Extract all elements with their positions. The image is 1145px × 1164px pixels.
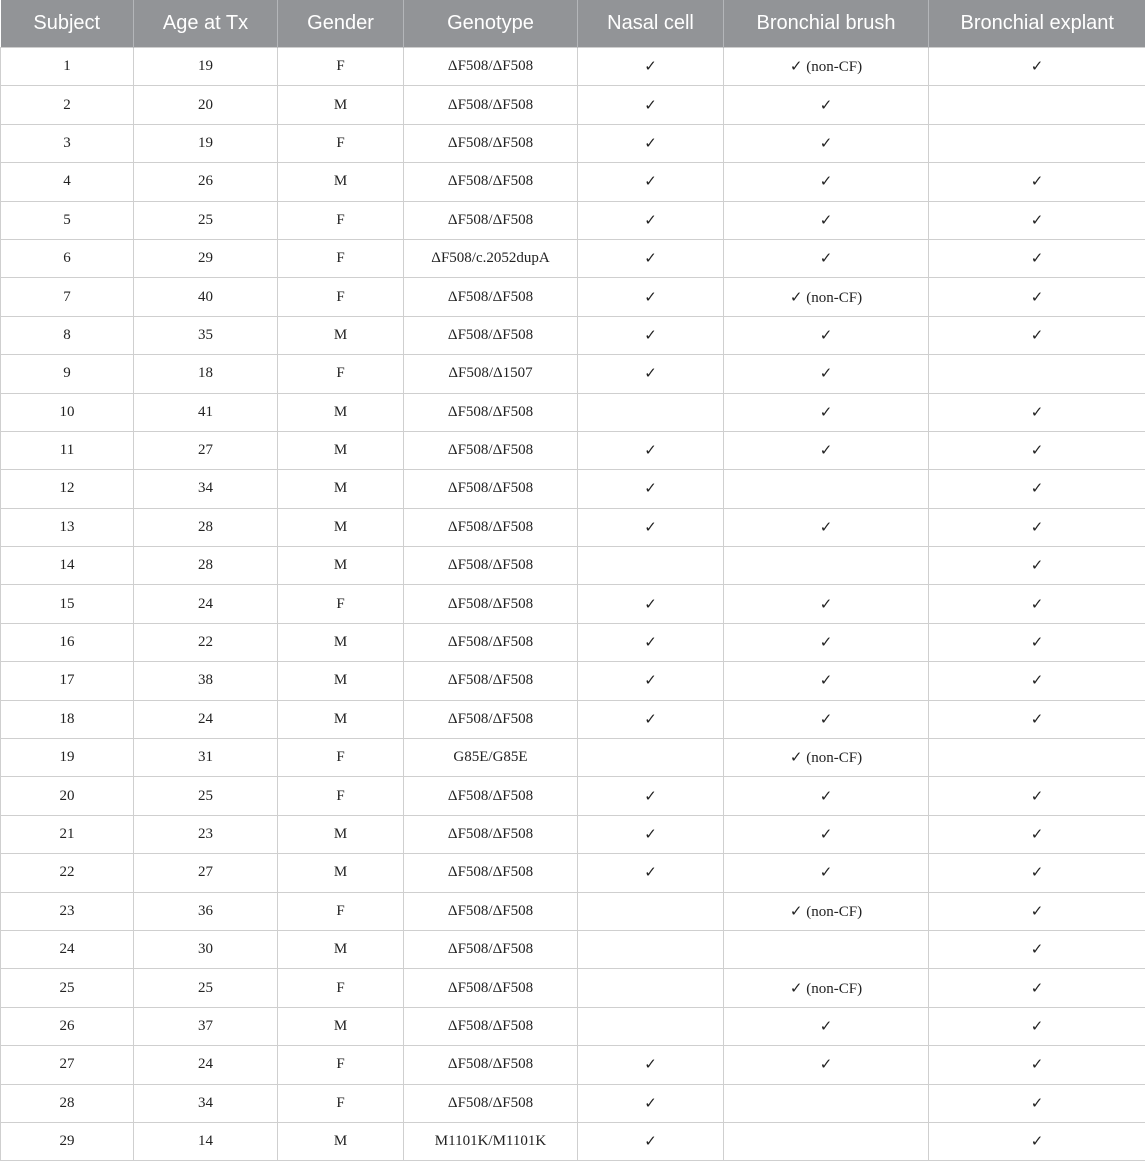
cell-genotype: ΔF508/ΔF508 [404, 854, 578, 892]
cell-bronchial-brush: ✓ (non-CF) [724, 48, 929, 86]
cell-age-at-tx: 38 [134, 662, 278, 700]
cell-genotype: ΔF508/ΔF508 [404, 777, 578, 815]
table-row [1, 739, 1145, 777]
cell-age-at-tx: 19 [134, 48, 278, 86]
cell-nasal-cell: ✓ [578, 854, 724, 892]
cell-bronchial-brush: ✓ [724, 201, 929, 239]
cell-bronchial-explant: ✓ [929, 316, 1145, 354]
cell-gender: M [278, 470, 404, 508]
cell-gender: F [278, 48, 404, 86]
cell-genotype: ΔF508/ΔF508 [404, 1046, 578, 1084]
cell-genotype: ΔF508/ΔF508 [404, 508, 578, 546]
cell-subject: 9 [1, 355, 134, 393]
cell-gender: M [278, 662, 404, 700]
cell-gender: M [278, 623, 404, 661]
cell-nasal-cell: ✓ [578, 700, 724, 738]
header-bronchial-explant: Bronchial explant [929, 0, 1145, 48]
cell-subject: 11 [1, 431, 134, 469]
cell-bronchial-brush: ✓ [724, 585, 929, 623]
cell-nasal-cell: ✓ [578, 431, 724, 469]
cell-gender: M [278, 393, 404, 431]
cell-bronchial-explant [929, 86, 1145, 124]
cell-bronchial-explant: ✓ [929, 393, 1145, 431]
cell-gender: M [278, 815, 404, 853]
cell-bronchial-brush: ✓ [724, 124, 929, 162]
cell-bronchial-brush: ✓ [724, 239, 929, 277]
cell-bronchial-brush: ✓ [724, 316, 929, 354]
table-row [1, 316, 1145, 354]
cell-genotype: ΔF508/ΔF508 [404, 1007, 578, 1045]
cell-bronchial-brush: ✓ [724, 163, 929, 201]
cell-age-at-tx: 35 [134, 316, 278, 354]
cell-genotype: ΔF508/ΔF508 [404, 201, 578, 239]
table-row [1, 508, 1145, 546]
cell-age-at-tx: 28 [134, 547, 278, 585]
table-row [1, 547, 1145, 585]
cell-bronchial-brush: ✓ (non-CF) [724, 278, 929, 316]
cell-gender: F [278, 239, 404, 277]
cell-subject: 3 [1, 124, 134, 162]
table-row [1, 470, 1145, 508]
cell-bronchial-brush [724, 1122, 929, 1160]
cell-nasal-cell [578, 969, 724, 1007]
cell-age-at-tx: 24 [134, 1046, 278, 1084]
cell-subject: 6 [1, 239, 134, 277]
cell-nasal-cell [578, 547, 724, 585]
cell-age-at-tx: 34 [134, 1084, 278, 1122]
cell-nasal-cell: ✓ [578, 163, 724, 201]
cell-gender: M [278, 316, 404, 354]
cell-nasal-cell [578, 892, 724, 930]
table-body [1, 48, 1145, 1161]
cell-bronchial-brush: ✓ [724, 777, 929, 815]
cell-gender: M [278, 930, 404, 968]
cell-age-at-tx: 18 [134, 355, 278, 393]
cell-bronchial-explant [929, 355, 1145, 393]
cell-bronchial-brush [724, 930, 929, 968]
header-bronchial-brush: Bronchial brush [724, 0, 929, 48]
table-row [1, 969, 1145, 1007]
table-row [1, 700, 1145, 738]
header-subject: Subject [1, 0, 134, 48]
cell-subject: 10 [1, 393, 134, 431]
cell-age-at-tx: 25 [134, 777, 278, 815]
cell-nasal-cell: ✓ [578, 239, 724, 277]
table-row [1, 1084, 1145, 1122]
cell-bronchial-explant: ✓ [929, 278, 1145, 316]
table-row [1, 239, 1145, 277]
cell-nasal-cell: ✓ [578, 777, 724, 815]
cell-nasal-cell [578, 393, 724, 431]
cell-bronchial-explant: ✓ [929, 1046, 1145, 1084]
cell-subject: 28 [1, 1084, 134, 1122]
cell-bronchial-brush: ✓ (non-CF) [724, 969, 929, 1007]
cell-bronchial-brush [724, 1084, 929, 1122]
cell-nasal-cell [578, 930, 724, 968]
cell-gender: M [278, 854, 404, 892]
cell-gender: M [278, 1007, 404, 1045]
cell-genotype: ΔF508/ΔF508 [404, 316, 578, 354]
cell-genotype: ΔF508/ΔF508 [404, 662, 578, 700]
cell-bronchial-explant [929, 124, 1145, 162]
cell-bronchial-explant: ✓ [929, 239, 1145, 277]
cell-age-at-tx: 20 [134, 86, 278, 124]
cell-genotype: ΔF508/ΔF508 [404, 48, 578, 86]
cell-age-at-tx: 27 [134, 431, 278, 469]
cell-age-at-tx: 23 [134, 815, 278, 853]
cell-age-at-tx: 24 [134, 585, 278, 623]
table-row [1, 163, 1145, 201]
cell-subject: 29 [1, 1122, 134, 1160]
cell-age-at-tx: 14 [134, 1122, 278, 1160]
cell-gender: M [278, 547, 404, 585]
cell-gender: M [278, 700, 404, 738]
cell-age-at-tx: 27 [134, 854, 278, 892]
cell-bronchial-explant: ✓ [929, 815, 1145, 853]
cell-age-at-tx: 26 [134, 163, 278, 201]
cell-nasal-cell: ✓ [578, 278, 724, 316]
header-age-at-tx: Age at Tx [134, 0, 278, 48]
cell-age-at-tx: 37 [134, 1007, 278, 1045]
table-header [1, 0, 1145, 48]
cell-genotype: ΔF508/ΔF508 [404, 393, 578, 431]
cell-genotype: ΔF508/Δ1507 [404, 355, 578, 393]
cell-bronchial-explant: ✓ [929, 431, 1145, 469]
cell-subject: 8 [1, 316, 134, 354]
table-row [1, 585, 1145, 623]
cell-genotype: ΔF508/ΔF508 [404, 700, 578, 738]
cell-bronchial-explant: ✓ [929, 1007, 1145, 1045]
cell-subject: 14 [1, 547, 134, 585]
cell-genotype: ΔF508/ΔF508 [404, 892, 578, 930]
cell-nasal-cell: ✓ [578, 1046, 724, 1084]
cell-bronchial-explant: ✓ [929, 1084, 1145, 1122]
header-row [1, 0, 1145, 48]
cell-age-at-tx: 19 [134, 124, 278, 162]
cell-gender: F [278, 355, 404, 393]
cell-bronchial-brush: ✓ (non-CF) [724, 892, 929, 930]
cell-genotype: ΔF508/c.2052dupA [404, 239, 578, 277]
table-row [1, 623, 1145, 661]
cell-nasal-cell: ✓ [578, 316, 724, 354]
cell-bronchial-brush: ✓ [724, 508, 929, 546]
table-row [1, 930, 1145, 968]
cell-nasal-cell: ✓ [578, 508, 724, 546]
cell-age-at-tx: 28 [134, 508, 278, 546]
cell-genotype: ΔF508/ΔF508 [404, 163, 578, 201]
cell-subject: 18 [1, 700, 134, 738]
cell-genotype: M1101K/M1101K [404, 1122, 578, 1160]
cell-gender: M [278, 431, 404, 469]
cell-bronchial-brush [724, 470, 929, 508]
cell-bronchial-explant: ✓ [929, 508, 1145, 546]
header-nasal-cell: Nasal cell [578, 0, 724, 48]
cell-bronchial-brush: ✓ [724, 700, 929, 738]
cell-age-at-tx: 25 [134, 969, 278, 1007]
cell-genotype: ΔF508/ΔF508 [404, 470, 578, 508]
cell-bronchial-brush: ✓ [724, 1007, 929, 1045]
cell-bronchial-explant: ✓ [929, 470, 1145, 508]
cell-gender: F [278, 1046, 404, 1084]
cell-nasal-cell: ✓ [578, 585, 724, 623]
table-row [1, 278, 1145, 316]
cell-genotype: ΔF508/ΔF508 [404, 969, 578, 1007]
cell-nasal-cell [578, 1007, 724, 1045]
cell-bronchial-explant: ✓ [929, 163, 1145, 201]
cell-bronchial-explant: ✓ [929, 1122, 1145, 1160]
cell-age-at-tx: 36 [134, 892, 278, 930]
cell-bronchial-explant: ✓ [929, 930, 1145, 968]
cell-nasal-cell [578, 739, 724, 777]
cell-bronchial-brush: ✓ [724, 86, 929, 124]
cell-genotype: ΔF508/ΔF508 [404, 585, 578, 623]
table-row [1, 201, 1145, 239]
cell-bronchial-explant: ✓ [929, 892, 1145, 930]
cell-gender: F [278, 777, 404, 815]
cell-gender: F [278, 278, 404, 316]
cell-age-at-tx: 40 [134, 278, 278, 316]
cell-bronchial-explant: ✓ [929, 547, 1145, 585]
cell-genotype: ΔF508/ΔF508 [404, 623, 578, 661]
table-row [1, 892, 1145, 930]
header-gender: Gender [278, 0, 404, 48]
cell-nasal-cell: ✓ [578, 815, 724, 853]
cell-bronchial-explant: ✓ [929, 969, 1145, 1007]
cell-bronchial-brush: ✓ [724, 431, 929, 469]
cell-gender: F [278, 124, 404, 162]
cell-bronchial-explant: ✓ [929, 48, 1145, 86]
table-row [1, 431, 1145, 469]
cell-bronchial-brush: ✓ [724, 854, 929, 892]
cell-subject: 21 [1, 815, 134, 853]
cell-bronchial-explant [929, 739, 1145, 777]
cell-nasal-cell: ✓ [578, 201, 724, 239]
cell-gender: F [278, 969, 404, 1007]
cell-genotype: ΔF508/ΔF508 [404, 124, 578, 162]
cell-age-at-tx: 31 [134, 739, 278, 777]
header-genotype: Genotype [404, 0, 578, 48]
table-row [1, 777, 1145, 815]
cell-gender: F [278, 201, 404, 239]
table-row [1, 393, 1145, 431]
table-row [1, 815, 1145, 853]
cell-bronchial-brush: ✓ [724, 393, 929, 431]
table-row [1, 1007, 1145, 1045]
cell-age-at-tx: 34 [134, 470, 278, 508]
cell-bronchial-explant: ✓ [929, 585, 1145, 623]
cell-subject: 20 [1, 777, 134, 815]
cell-subject: 19 [1, 739, 134, 777]
cell-gender: F [278, 1084, 404, 1122]
cell-nasal-cell: ✓ [578, 1122, 724, 1160]
cell-genotype: ΔF508/ΔF508 [404, 278, 578, 316]
cell-gender: F [278, 892, 404, 930]
cell-age-at-tx: 41 [134, 393, 278, 431]
cell-subject: 5 [1, 201, 134, 239]
cell-subject: 22 [1, 854, 134, 892]
table-row [1, 86, 1145, 124]
cell-subject: 16 [1, 623, 134, 661]
cell-bronchial-brush: ✓ [724, 1046, 929, 1084]
cell-age-at-tx: 25 [134, 201, 278, 239]
cell-gender: F [278, 739, 404, 777]
table-row [1, 662, 1145, 700]
cell-nasal-cell: ✓ [578, 48, 724, 86]
cell-bronchial-brush: ✓ [724, 623, 929, 661]
cell-subject: 27 [1, 1046, 134, 1084]
cell-nasal-cell: ✓ [578, 623, 724, 661]
cell-genotype: ΔF508/ΔF508 [404, 431, 578, 469]
cell-genotype: ΔF508/ΔF508 [404, 815, 578, 853]
cell-age-at-tx: 24 [134, 700, 278, 738]
table-row [1, 48, 1145, 86]
cell-bronchial-explant: ✓ [929, 623, 1145, 661]
cell-nasal-cell: ✓ [578, 470, 724, 508]
cell-subject: 23 [1, 892, 134, 930]
cell-bronchial-brush: ✓ [724, 355, 929, 393]
cell-subject: 13 [1, 508, 134, 546]
cell-bronchial-explant: ✓ [929, 201, 1145, 239]
cell-bronchial-explant: ✓ [929, 700, 1145, 738]
cell-gender: M [278, 163, 404, 201]
cell-subject: 17 [1, 662, 134, 700]
cell-bronchial-brush: ✓ [724, 815, 929, 853]
cell-age-at-tx: 30 [134, 930, 278, 968]
cell-gender: M [278, 508, 404, 546]
cell-subject: 4 [1, 163, 134, 201]
cell-genotype: ΔF508/ΔF508 [404, 547, 578, 585]
cell-gender: M [278, 86, 404, 124]
cell-nasal-cell: ✓ [578, 662, 724, 700]
cell-gender: M [278, 1122, 404, 1160]
cell-subject: 7 [1, 278, 134, 316]
cell-genotype: G85E/G85E [404, 739, 578, 777]
table-row [1, 854, 1145, 892]
cell-subject: 1 [1, 48, 134, 86]
table-row [1, 1046, 1145, 1084]
cell-nasal-cell: ✓ [578, 1084, 724, 1122]
table-row [1, 124, 1145, 162]
cell-genotype: ΔF508/ΔF508 [404, 86, 578, 124]
cell-subject: 25 [1, 969, 134, 1007]
cell-bronchial-brush: ✓ [724, 662, 929, 700]
cell-bronchial-brush [724, 547, 929, 585]
cell-age-at-tx: 22 [134, 623, 278, 661]
cell-bronchial-explant: ✓ [929, 662, 1145, 700]
cell-nasal-cell: ✓ [578, 86, 724, 124]
cell-age-at-tx: 29 [134, 239, 278, 277]
cell-genotype: ΔF508/ΔF508 [404, 930, 578, 968]
cell-subject: 2 [1, 86, 134, 124]
cell-bronchial-explant: ✓ [929, 777, 1145, 815]
cell-nasal-cell: ✓ [578, 124, 724, 162]
table-row [1, 355, 1145, 393]
cell-subject: 26 [1, 1007, 134, 1045]
cell-nasal-cell: ✓ [578, 355, 724, 393]
cell-gender: F [278, 585, 404, 623]
cell-subject: 12 [1, 470, 134, 508]
cell-genotype: ΔF508/ΔF508 [404, 1084, 578, 1122]
table-row [1, 1122, 1145, 1160]
cell-subject: 24 [1, 930, 134, 968]
cell-bronchial-brush: ✓ (non-CF) [724, 739, 929, 777]
cell-bronchial-explant: ✓ [929, 854, 1145, 892]
cell-subject: 15 [1, 585, 134, 623]
